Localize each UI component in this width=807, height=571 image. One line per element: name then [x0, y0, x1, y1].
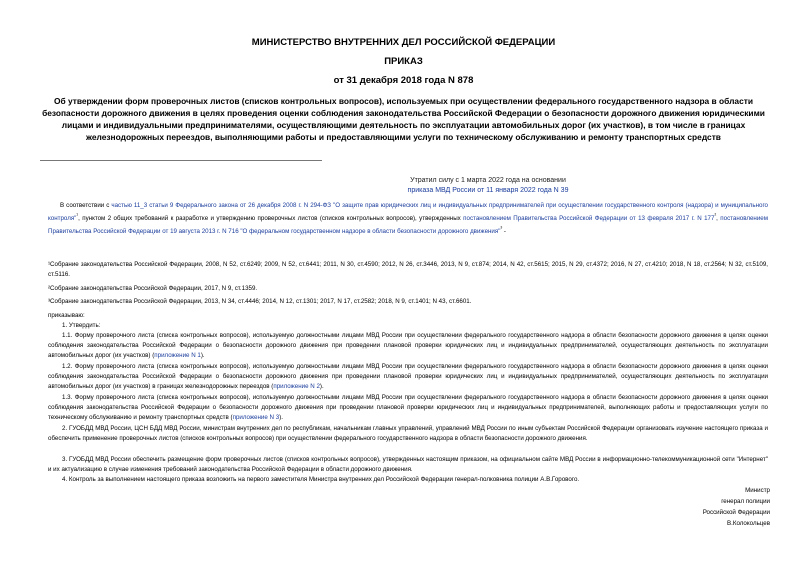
- signature-rank: генерал полиции: [721, 498, 770, 505]
- approve-item: 1. Утвердить:: [62, 322, 101, 329]
- order-word: приказываю:: [48, 312, 85, 319]
- item-4: 4. Контроль за выполнением настоящего приказа возложить на первого заместителя Министра внутренних дел Российской Федерации генерал-полковника полиции А.В.Горового.: [62, 476, 580, 483]
- lost-force-text: Утратил силу с 1 марта 2022 года на основании: [410, 177, 566, 184]
- date-number-heading: от 31 декабря 2018 года N 878: [333, 75, 474, 86]
- footnote-2: ²Собрание законодательства Российской Федерации, 2017, N 9, ст.1359.: [48, 285, 258, 292]
- resolution-716-link[interactable]: постановлением Правительства Российской Федерации от 19 августа 2013 г. N 716 "О федеральном государственном надзоре в области безопасности дорожного движения": [48, 215, 768, 236]
- status-note: [338, 176, 638, 196]
- item-2: 2. ГУОБДД МВД России, ЦСН БДД МВД России, министрам внутренних дел по республикам, начальникам главных управлений, управлений МВД России по иным субъектам Российской Федерации организовать изучение настоящего приказа и обеспечить применение проверочных листов (списков контрольных вопросов) при осуществлении федерального государственного надзора в области безопасности дорожного движения.: [48, 425, 768, 442]
- law-294-link[interactable]: частью 11_3 статьи 9 Федерального закона от 26 декабря 2008 г. N 294-ФЗ "О защите прав юридических лиц и индивидуальных предпринимателей при осуществлении государственного контроля (надзора) и муниципального контроля": [48, 202, 769, 223]
- intro-text-1: В соответствии с: [60, 202, 112, 209]
- item-1-3: [48, 393, 768, 423]
- item-1-2-end: ).: [319, 383, 324, 390]
- basis-link[interactable]: приказа МВД России от 11 января 2022 года N 39: [407, 187, 569, 194]
- footnote-ref-3: ³: [500, 226, 503, 233]
- item-1-1-text: 1.1. Форму проверочного листа (списка контрольных вопросов), используемую должностными лицами МВД России при осуществлении федерального государственного надзора в области безопасности дорожного движения в целях оценки соблюдения законодательства Российской Федерации о безопасности дорожного движения при проведении плановой проверки юридических лиц и индивидуальных предпринимателей, осуществляющих деятельность по эксплуатации автомобильных дорог (их участков) (: [48, 332, 768, 359]
- appendix-2-link[interactable]: приложение N 2: [273, 383, 320, 390]
- item-1-1-end: ).: [200, 352, 205, 359]
- appendix-3-link[interactable]: приложение N 3: [232, 414, 280, 421]
- footnote-ref-2: ²: [714, 213, 717, 219]
- appendix-1-link[interactable]: приложение N 1: [154, 352, 201, 359]
- item-1-2: [48, 362, 768, 392]
- item-1-3-text: 1.3. Форму проверочного листа (списка контрольных вопросов), используемую должностными лицами МВД России при осуществлении федерального государственного надзора в области безопасности дорожного движения в целях оценки соблюдения законодательства Российской Федерации о безопасности дорожного движения при проведении плановой проверки юридических лиц и индивидуальных предпринимателей, выполняющих работы и предоставляющих услуги по техническому обслуживанию и ремонту транспортных средств (: [48, 394, 768, 421]
- item-1-2-text: 1.2. Форму проверочного листа (списка контрольных вопросов), используемую должностными лицами МВД России при осуществлении федерального государственного надзора в области безопасности дорожного движения в целях оценки соблюдения законодательства Российской Федерации о безопасности дорожного движения при проведении плановой проверки юридических лиц и индивидуальных предпринимателей, осуществляющих деятельность по эксплуатации автомобильных дорог (их участков) в границах железнодорожных переездов (: [48, 363, 768, 390]
- doc-type-heading: ПРИКАЗ: [384, 56, 423, 67]
- footnote-3: ³Собрание законодательства Российской Федерации, 2013, N 34, ст.4446; 2014, N 12, ст.1301; 2017, N 17, ст.2582; 2018, N 9, ст.1401; N 43, ст.6601.: [48, 298, 472, 305]
- item-1-3-end: ).: [279, 414, 283, 421]
- divider: [40, 160, 322, 161]
- item-1-1: [48, 331, 768, 361]
- footnote-ref-1: ¹: [76, 213, 79, 219]
- ministry-heading: МИНИСТЕРСТВО ВНУТРЕННИХ ДЕЛ РОССИЙСКОЙ ФЕДЕРАЦИИ: [251, 37, 556, 48]
- footnote-1: ¹Собрание законодательства Российской Федерации, 2008, N 52, ст.6249; 2009, N 52, ст.6441; 2011, N 30, ст.4590; 2012, N 26, ст.3446, 2013, N 9, ст.874; 2014, N 42, ст.5615; 2015, N 29, ст.4372; 2016, N 27, ст.4210; 2018, N 18, ст.2564; N 32, ст.5109, ст.5116.: [48, 261, 768, 278]
- signature-country: Российской Федерации: [702, 509, 770, 516]
- intro-text-2: , пунктом 2 общих требований к разработке и утверждению проверочных листов (списков контрольных вопросов), утвержденных: [78, 215, 464, 223]
- intro-text-3: ,: [716, 215, 721, 223]
- item-3: 3. ГУОБДД МВД России обеспечить размещение форм проверочных листов (списков контрольных вопросов), утвержденных настоящим приказом, на официальном сайте МВД России в информационно-телекоммуникационной сети "Интернет" и их актуализацию в случае изменения требований законодательства Российской Федерации в области дорожного движения.: [48, 456, 768, 473]
- signature-position: Министр: [745, 487, 770, 494]
- signature-name: В.Колокольцев: [727, 520, 770, 527]
- document-title: Об утверждении форм проверочных листов (списков контрольных вопросов), используемых при осуществлении федерального государственного надзора в области безопасности дорожного движения в целях проведения оценки соблюдения законодательства Российской Федерации о безопасности дорожного движения юридическими лицами и индивидуальными предпринимателями, осуществляющими деятельность по эксплуатации автомобильных дорог (их участков), в том числе в границах железнодорожных переездов, выполняющими работы и предоставляющими услуги по техническому обслуживанию и ремонту транспортных средств: [42, 96, 765, 142]
- resolution-177-link[interactable]: постановлением Правительства Российской Федерации от 13 февраля 2017 г. N 177: [463, 215, 715, 223]
- intro-paragraph: [48, 201, 768, 237]
- intro-text-4: -: [502, 228, 506, 236]
